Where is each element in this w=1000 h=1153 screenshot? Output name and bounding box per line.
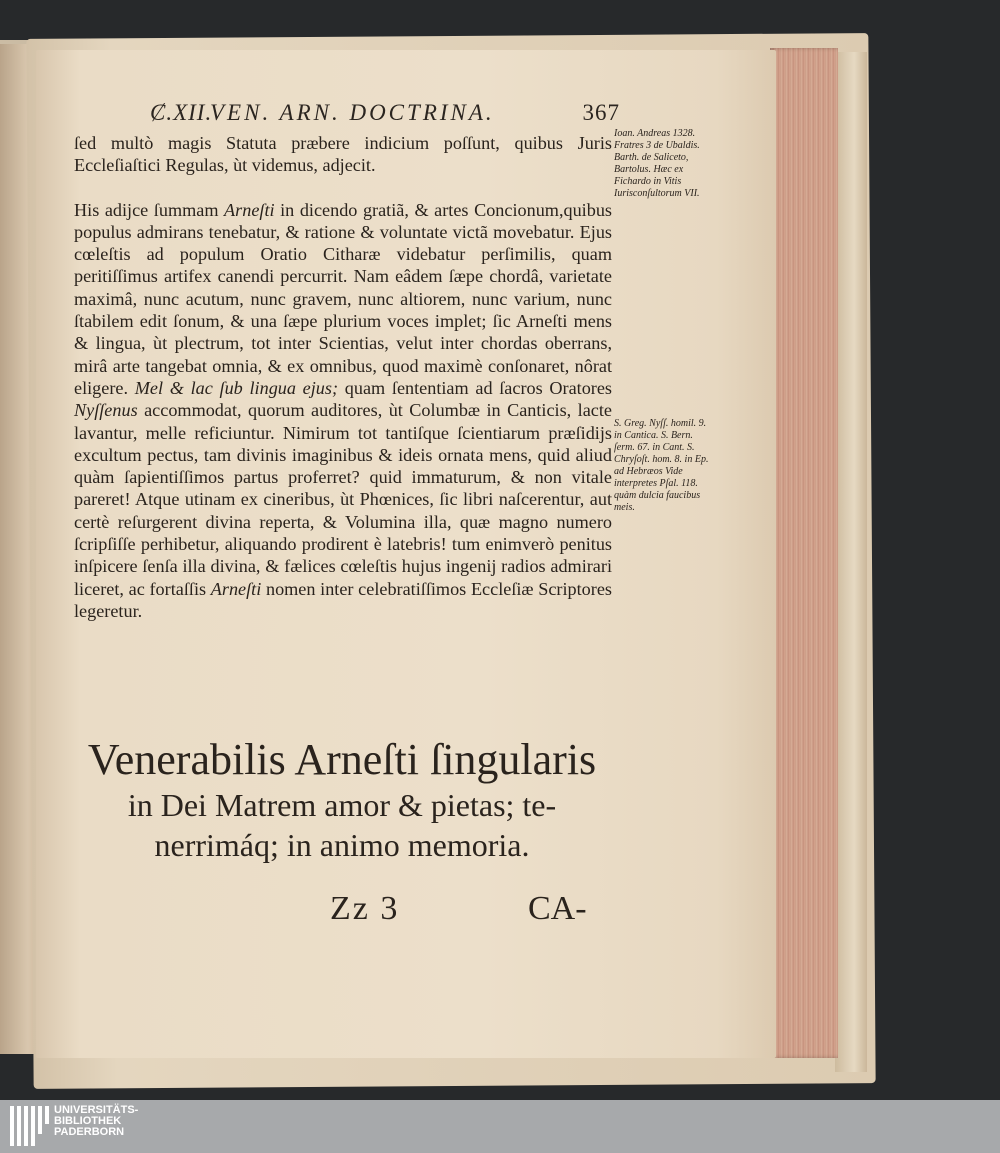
marginal-note-1: Ioan. Andreas 1328. Fratres 3 de Ubaldis. Barth. de Saliceto, Bartolus. Hæc ex Fichardo in Vitis Iurisconſultorum VII.: [614, 128, 700, 199]
section-title-line-3: nerrimáq; in animo memoria.: [154, 827, 530, 863]
name-arnesti: Arneſti: [224, 199, 275, 220]
back-board-edge: [835, 52, 867, 1072]
paragraph-1: ſed multò magis Statuta præbere indicium poſſunt, quibus Juris Eccleſiaſtici Regulas, ùt videmus, adjecit.: [74, 133, 612, 176]
marginal-note-2: S. Greg. Nyſſ. homil. 9. in Cantica. S. Bern. ſerm. 67. in Cant. S. Chryſoſt. hom. 8. in Ep. ad Hebræos Vide interpretes Pſal. 118. quàm dulcia faucibus meis.: [614, 418, 709, 513]
name-nyssenus: Nyſſenus: [74, 400, 138, 421]
section-title-line-1: Venerabilis Arneſti ſingularis: [87, 735, 597, 784]
text-segment: accommodat, quorum auditores, ùt Columbæ in Canticis, lacte lavantur, melle reficiuntur. Nimirum tot tantiſque ſcientiarum præſidijs excultum pectus, tam divinis imaginibus & ideis ornata mens, quid aliud quàm ſapientiſſimos partus proferret? quid immaturum, & non vitale pareret! Atque utinam ex cineribus, ùt Phœnices, ſic libri naſcerentur, aut certè reſurgerent divina reperta, & Volumina illa, quæ magno numero ſcripſiſſe perhibetur, aliquando prodirent è latebris! tum enimverò penitus inſpicere ſenſa illa divina, & fælices cœleſtis hujus ingenij radios admirari liceret, ac fortaſſis: [74, 400, 612, 599]
chapter-mark: Ȼ.XII.: [150, 100, 213, 125]
library-footer: [0, 1100, 1000, 1153]
library-name-line-3: PADERBORN: [54, 1126, 125, 1138]
catchword: CA-: [528, 890, 587, 927]
library-logo-icon: [10, 1106, 50, 1146]
text-segment: His adijce ſummam: [74, 199, 219, 220]
text-segment: nomen inter celebratiſſimos Eccleſiæ Scriptores legeretur.: [74, 578, 612, 621]
main-text: [74, 132, 612, 622]
text-segment: quam ſententiam ad ſacros Oratores: [344, 377, 613, 398]
running-header: [150, 100, 620, 128]
running-head-title: VEN. ARN. DOCTRINA.: [210, 100, 495, 125]
section-title: [72, 735, 612, 865]
paragraph-2: [74, 199, 612, 623]
name-arnesti: Arneſti: [210, 578, 262, 599]
text-segment: in dicendo gratiã, & artes Concionum,quibus populus admirans tenebatur, & ratione & voluntate victã movebatur. Ejus cœleſtis ad populum Oratio Citharæ videbatur perſimilis, quam peritiſſimus artifex canendi percurrit. Nam eâdem ſæpe chordâ, varietate maximâ, nunc acutum, nunc gravem, nunc altiorem, nunc varium, nunc ſtabilem edit ſonum, & una ſæpe plurium voces implet; ſic Arneſti mens & lingua, ùt plectrum, tot inter Scientias, velut inter chordas oberrans, mirâ arte tangebat omnia, & ex omnibus, quod maximè conſonaret, nôrat eligere.: [74, 199, 612, 398]
quote-mel: Mel & lac ſub lingua ejus;: [134, 377, 339, 398]
library-name: [54, 1105, 138, 1138]
library-name-line-1: UNIVERSITÄTS-: [54, 1104, 139, 1116]
section-title-line-2: in Dei Matrem amor & pietas; te-: [127, 787, 557, 823]
signature-mark: Zz 3: [330, 890, 400, 927]
page-edges: [770, 48, 838, 1058]
page-number: 367: [582, 100, 620, 125]
library-name-line-2: BIBLIOTHEK: [54, 1115, 122, 1127]
